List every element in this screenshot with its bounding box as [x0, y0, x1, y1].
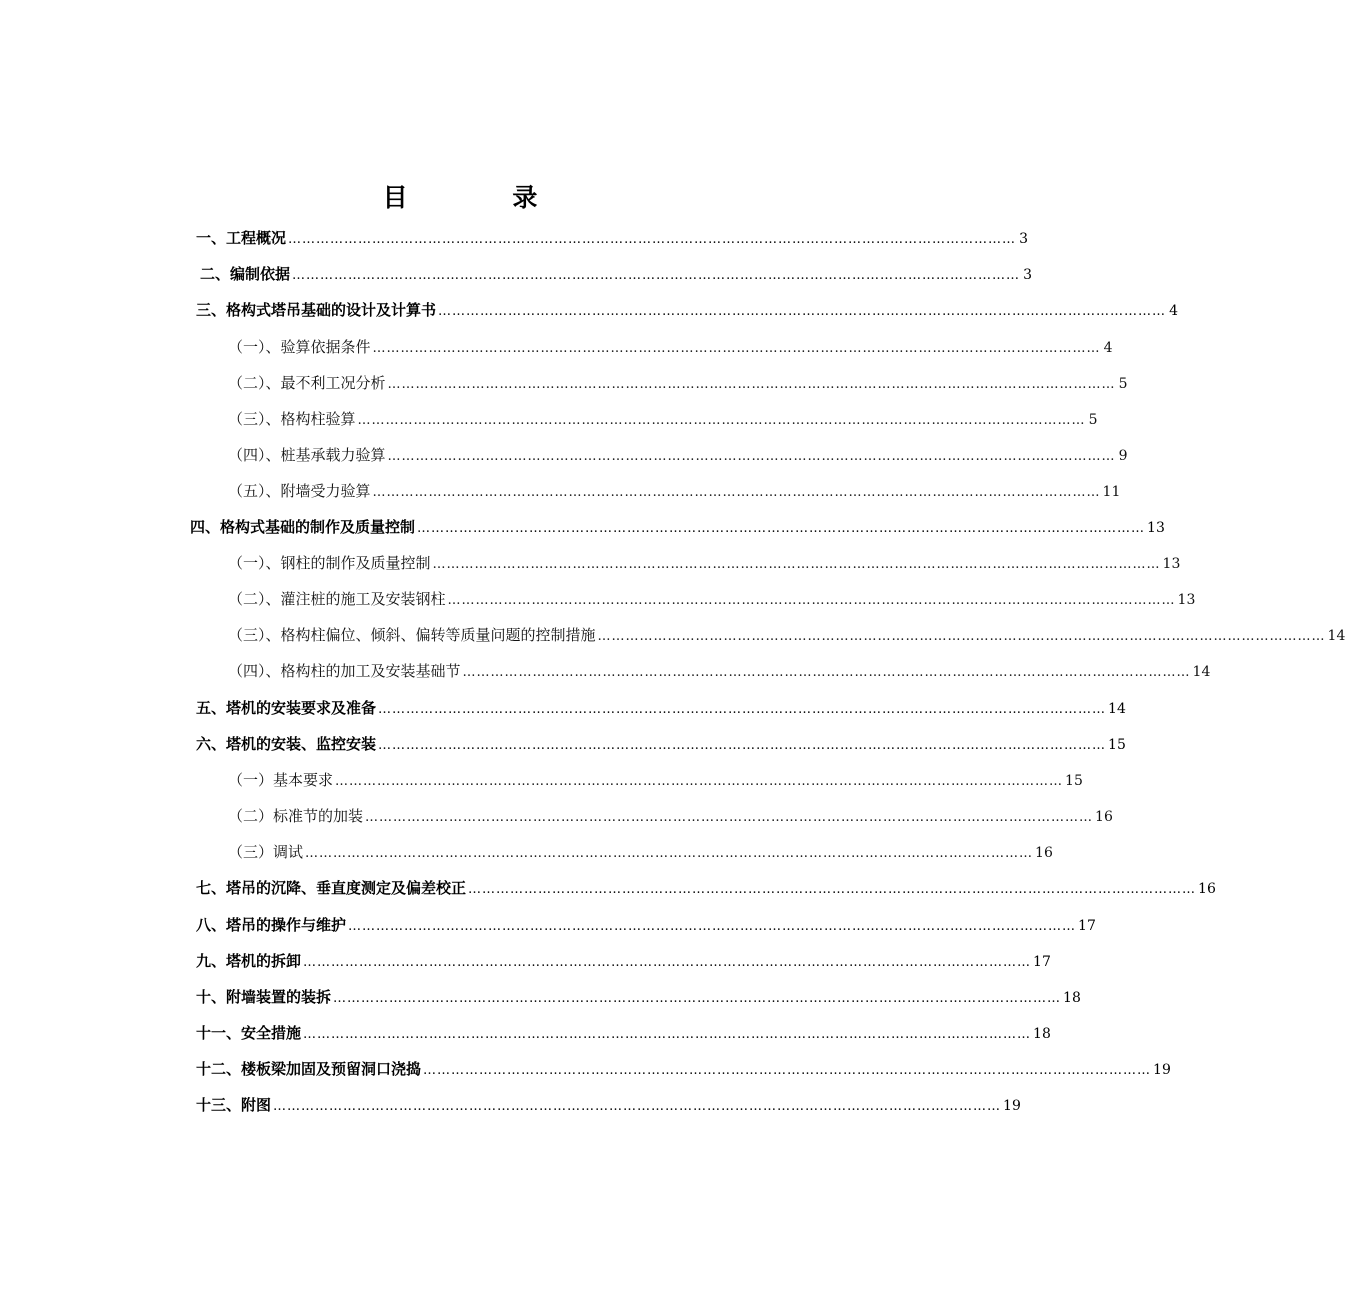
dot-leader: ………………………………………………………………………………………………………………………………………… — [423, 1063, 1152, 1078]
toc-entry-page: 14 — [1327, 628, 1345, 644]
toc-entry-label: 格构柱验算 — [280, 410, 356, 428]
toc-entry-label: 附墙受力验算 — [280, 482, 371, 500]
toc-entry-label: 楼板梁加固及预留洞口浇捣 — [241, 1060, 422, 1078]
toc-entry[interactable] — [196, 299, 1179, 321]
toc-entry-number: （三）、 — [228, 626, 281, 644]
toc-entry-label: 最不利工况分析 — [280, 374, 386, 392]
toc-entry-label: 塔吊的沉降、垂直度测定及偏差校正 — [226, 879, 467, 897]
toc-entry-label: 灌注桩的施工及安装钢柱 — [280, 590, 446, 608]
dot-leader: ………………………………………………………………………………………………………………………………………… — [357, 413, 1086, 428]
dot-leader: ………………………………………………………………………………………………………………………………………… — [333, 991, 1062, 1006]
toc-entry-number: 三、 — [196, 301, 227, 319]
toc-entry-page: 13 — [1177, 592, 1196, 608]
toc-entry-page: 16 — [1035, 845, 1053, 861]
dot-leader: ………………………………………………………………………………………………………………………………………… — [432, 557, 1161, 572]
toc-entry-page: 14 — [1192, 664, 1211, 680]
toc-entry-number: 十一、 — [196, 1024, 242, 1042]
toc-entry-number: （三） — [228, 843, 274, 861]
dot-leader: ………………………………………………………………………………………………………………………………………… — [462, 665, 1191, 680]
toc-entry-number: 十三、 — [196, 1096, 242, 1114]
toc-entry-page: 4 — [1169, 303, 1179, 319]
toc-entry[interactable] — [196, 697, 1126, 719]
toc-entry-page: 19 — [1003, 1098, 1021, 1114]
dot-leader: ………………………………………………………………………………………………………………………………………… — [273, 1099, 1002, 1114]
toc-entry-number: （五）、 — [228, 482, 281, 500]
toc-entry-number: 一、 — [196, 229, 227, 247]
toc-entry[interactable] — [228, 552, 1181, 574]
toc-entry[interactable] — [196, 877, 1216, 899]
toc-entry-label: 格构式塔吊基础的设计及计算书 — [226, 301, 437, 319]
toc-entry-page: 19 — [1153, 1062, 1171, 1078]
toc-entry-page: 17 — [1033, 954, 1051, 970]
toc-entry[interactable] — [228, 444, 1128, 466]
toc-entry-page: 5 — [1118, 376, 1128, 392]
toc-entry[interactable] — [228, 588, 1196, 610]
toc-entry-label: 塔吊的操作与维护 — [226, 916, 347, 934]
toc-entry-page: 15 — [1065, 773, 1083, 789]
toc-entry-label: 标准节的加装 — [273, 807, 364, 825]
dot-leader: ………………………………………………………………………………………………………………………………………… — [597, 629, 1326, 644]
toc-entry[interactable] — [196, 950, 1051, 972]
toc-entry-label: 基本要求 — [273, 771, 334, 789]
dot-leader: ………………………………………………………………………………………………………………………………………… — [447, 593, 1176, 608]
toc-entry-label: 安全措施 — [241, 1024, 302, 1042]
toc-entry-number: （三）、 — [228, 410, 281, 428]
toc-entry-page: 3 — [1019, 231, 1029, 247]
toc-entry-page: 14 — [1108, 701, 1126, 717]
toc-entry-page: 16 — [1198, 881, 1216, 897]
toc-entry-number: 七、 — [196, 879, 227, 897]
dot-leader: ………………………………………………………………………………………………………………………………………… — [438, 304, 1167, 319]
toc-entry-label: 编制依据 — [230, 265, 291, 283]
toc-entry-number: 六、 — [196, 735, 227, 753]
toc-entry[interactable] — [196, 986, 1081, 1008]
toc-entry-label: 格构式基础的制作及质量控制 — [220, 518, 416, 536]
dot-leader: ………………………………………………………………………………………………………………………………………… — [468, 882, 1197, 897]
toc-entry-number: 五、 — [196, 699, 227, 717]
toc-entry[interactable] — [228, 624, 1345, 646]
toc-entry-label: 附图 — [241, 1096, 272, 1114]
toc-title: 目 录 — [382, 183, 586, 212]
toc-entry[interactable] — [196, 227, 1029, 249]
toc-entry-page: 4 — [1103, 340, 1113, 356]
toc-entry-label: 工程概况 — [226, 229, 287, 247]
toc-entry-number: 九、 — [196, 952, 227, 970]
toc-entry-label: 钢柱的制作及质量控制 — [280, 554, 431, 572]
dot-leader: ………………………………………………………………………………………………………………………………………… — [378, 738, 1107, 753]
toc-entry-number: 十二、 — [196, 1060, 242, 1078]
toc-entry[interactable] — [228, 660, 1211, 682]
toc-entry-label: 调试 — [273, 843, 304, 861]
toc-entry-label: 格构柱偏位、倾斜、偏转等质量问题的控制措施 — [280, 626, 596, 644]
toc-entry[interactable] — [228, 408, 1098, 430]
toc-entry-page: 5 — [1088, 412, 1098, 428]
toc-entry-number: 二、 — [200, 265, 231, 283]
dot-leader: ………………………………………………………………………………………………………………………………………… — [305, 846, 1034, 861]
toc-entry-page: 16 — [1095, 809, 1113, 825]
toc-entry-number: 四、 — [190, 518, 221, 536]
dot-leader: ………………………………………………………………………………………………………………………………………… — [378, 702, 1107, 717]
toc-entry-page: 15 — [1108, 737, 1126, 753]
dot-leader: ………………………………………………………………………………………………………………………………………… — [372, 485, 1101, 500]
toc-entry-number: （二）、 — [228, 374, 281, 392]
dot-leader: ………………………………………………………………………………………………………………………………………… — [387, 449, 1116, 464]
toc-entry[interactable] — [228, 805, 1113, 827]
toc-entry-number: （一）、 — [228, 554, 281, 572]
toc-entry[interactable] — [196, 914, 1096, 936]
dot-leader: ………………………………………………………………………………………………………………………………………… — [348, 919, 1077, 934]
toc-entry-page: 11 — [1102, 484, 1121, 500]
dot-leader: ………………………………………………………………………………………………………………………………………… — [288, 232, 1017, 247]
toc-entry-page: 9 — [1118, 448, 1128, 464]
dot-leader: ………………………………………………………………………………………………………………………………………… — [335, 774, 1064, 789]
toc-entry[interactable] — [200, 263, 1033, 285]
toc-entry-label: 验算依据条件 — [280, 338, 371, 356]
toc-entry-label: 塔机的拆卸 — [226, 952, 302, 970]
toc-entry-number: （四）、 — [228, 662, 281, 680]
toc-entry-page: 3 — [1023, 267, 1033, 283]
toc-entry-page: 13 — [1147, 520, 1165, 536]
toc-entry-number: （一）、 — [228, 338, 281, 356]
toc-entry-label: 桩基承载力验算 — [280, 446, 386, 464]
toc-entry-label: 格构柱的加工及安装基础节 — [280, 662, 461, 680]
dot-leader: ………………………………………………………………………………………………………………………………………… — [292, 268, 1021, 283]
dot-leader: ………………………………………………………………………………………………………………………………………… — [417, 521, 1146, 536]
toc-entry-number: （一） — [228, 771, 274, 789]
toc-entry-page: 18 — [1063, 990, 1081, 1006]
dot-leader: ………………………………………………………………………………………………………………………………………… — [372, 341, 1101, 356]
toc-entry-number: （二）、 — [228, 590, 281, 608]
toc-entry[interactable] — [196, 1094, 1021, 1116]
toc-entry[interactable] — [228, 480, 1121, 502]
toc-entry-page: 13 — [1162, 556, 1181, 572]
toc-entry[interactable] — [228, 841, 1053, 863]
toc-entry-page: 17 — [1078, 918, 1096, 934]
toc-entry-label: 塔机的安装要求及准备 — [226, 699, 377, 717]
dot-leader: ………………………………………………………………………………………………………………………………………… — [303, 1027, 1032, 1042]
toc-entry-number: 八、 — [196, 916, 227, 934]
toc-entry[interactable] — [190, 516, 1165, 538]
toc-entry-label: 塔机的安装、监控安装 — [226, 735, 377, 753]
toc-entry[interactable] — [228, 336, 1113, 358]
toc-entry[interactable] — [228, 769, 1083, 791]
toc-entry-number: 十、 — [196, 988, 227, 1006]
toc-entry[interactable] — [228, 372, 1128, 394]
dot-leader: ………………………………………………………………………………………………………………………………………… — [387, 377, 1116, 392]
toc-entry[interactable] — [196, 1022, 1051, 1044]
toc-entry-page: 18 — [1033, 1026, 1051, 1042]
dot-leader: ………………………………………………………………………………………………………………………………………… — [365, 810, 1094, 825]
toc-entry-label: 附墙装置的装拆 — [226, 988, 332, 1006]
toc-entry-number: （二） — [228, 807, 274, 825]
toc-entry-number: （四）、 — [228, 446, 281, 464]
dot-leader: ………………………………………………………………………………………………………………………………………… — [303, 955, 1032, 970]
toc-entry[interactable] — [196, 1058, 1171, 1080]
toc-entry[interactable] — [196, 733, 1126, 755]
